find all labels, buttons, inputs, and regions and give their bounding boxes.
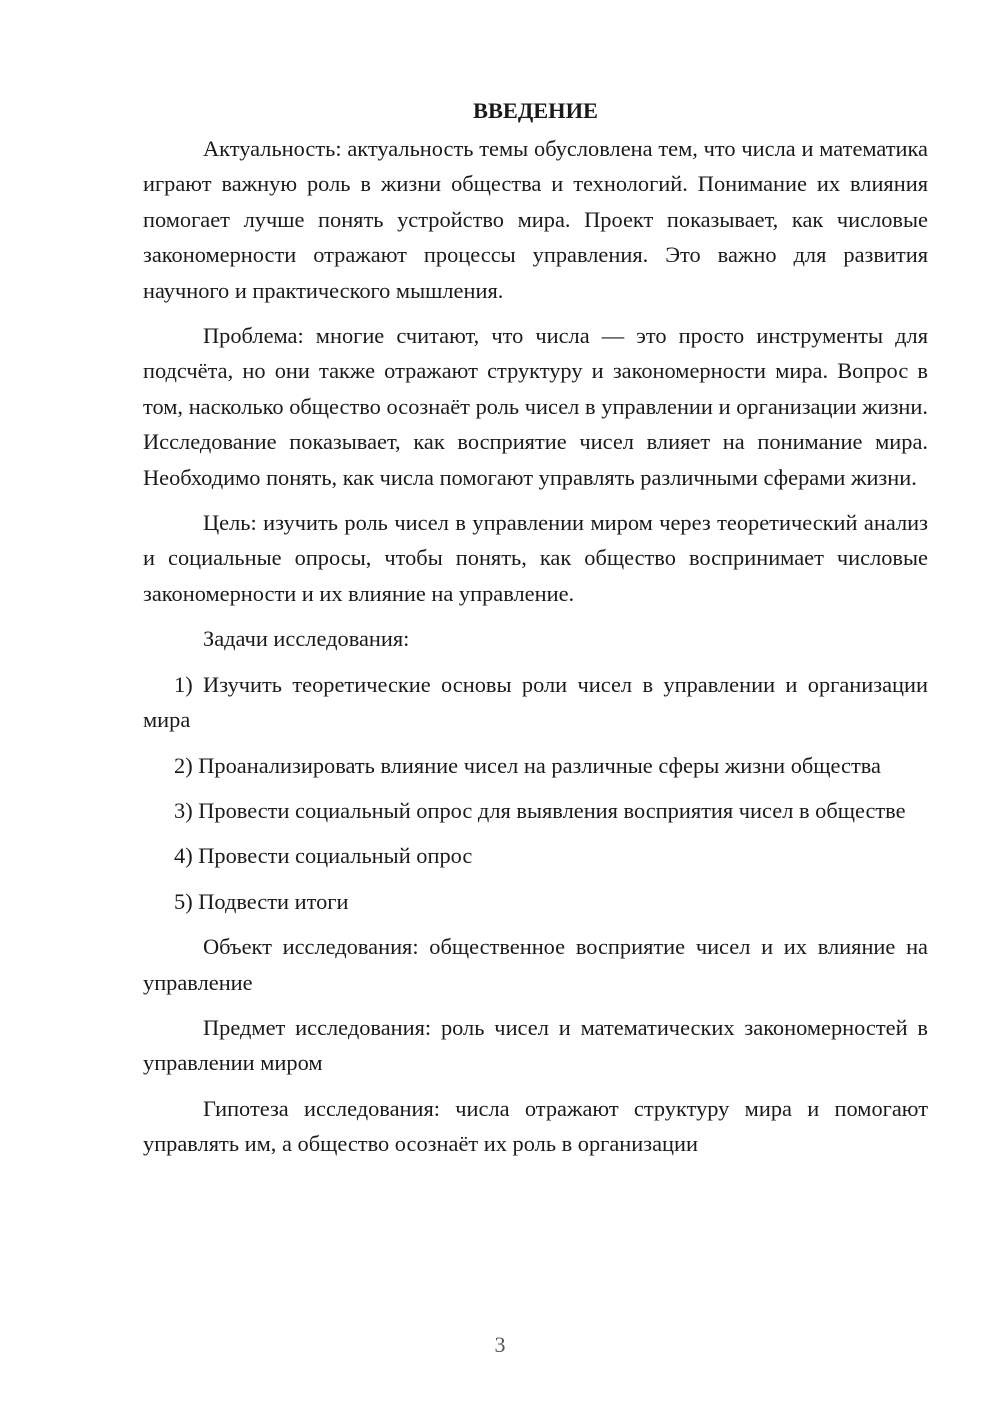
task-item-4: 4) Провести социальный опрос — [174, 843, 473, 869]
paragraph-relevance: Актуальность: актуальность темы обусловлена тем, что числа и математика играют важную роль в жизни общества и технологий. Понимание их влияния помогает лучше понять устройство мира. Проект показывает, как числовые закономерности отражают процессы управления. Это важно для развития научного и практического мышления. — [143, 136, 928, 303]
paragraph-object: Объект исследования: общественное восприятие чисел и их влияние на управление — [143, 934, 928, 995]
task-item-5: 5) Подвести итоги — [174, 888, 349, 914]
document-page — [143, 93, 928, 1172]
task-item-3: 3) Провести социальный опрос для выявления восприятия чисел в обществе — [174, 797, 906, 823]
task-item-2: 2) Проанализировать влияние чисел на различные сферы жизни общества — [174, 752, 881, 778]
page-number: 3 — [494, 1332, 506, 1357]
paragraph-subject: Предмет исследования: роль чисел и математических закономерностей в управлении миром — [143, 1014, 928, 1076]
paragraph-hypothesis: Гипотеза исследования: числа отражают структуру мира и помогают управлять им, а общество осознаёт их роль в организации — [143, 1095, 928, 1157]
task-item-1: 1) Изучить теоретические основы роли чисел в управлении и организации мира — [143, 671, 928, 733]
paragraph-problem: Проблема: многие считают, что числа — это просто инструменты для подсчёта, но они также отражают структуру и закономерности мира. Вопрос в том, насколько общество осознаёт роль чисел в управлении и организации жизни. Исследование показывает, как восприятие чисел влияет на понимание мира. Необходимо понять, как числа помогают управлять различными сферами жизни. — [143, 323, 928, 490]
paragraph-goal: Цель: изучить роль чисел в управлении миром через теоретический анализ и социальные опросы, чтобы понять, как общество воспринимает числовые закономерности и их влияние на управление. — [143, 510, 928, 606]
tasks-heading: Задачи исследования: — [203, 626, 410, 652]
section-title: ВВЕДЕНИЕ — [473, 98, 598, 123]
